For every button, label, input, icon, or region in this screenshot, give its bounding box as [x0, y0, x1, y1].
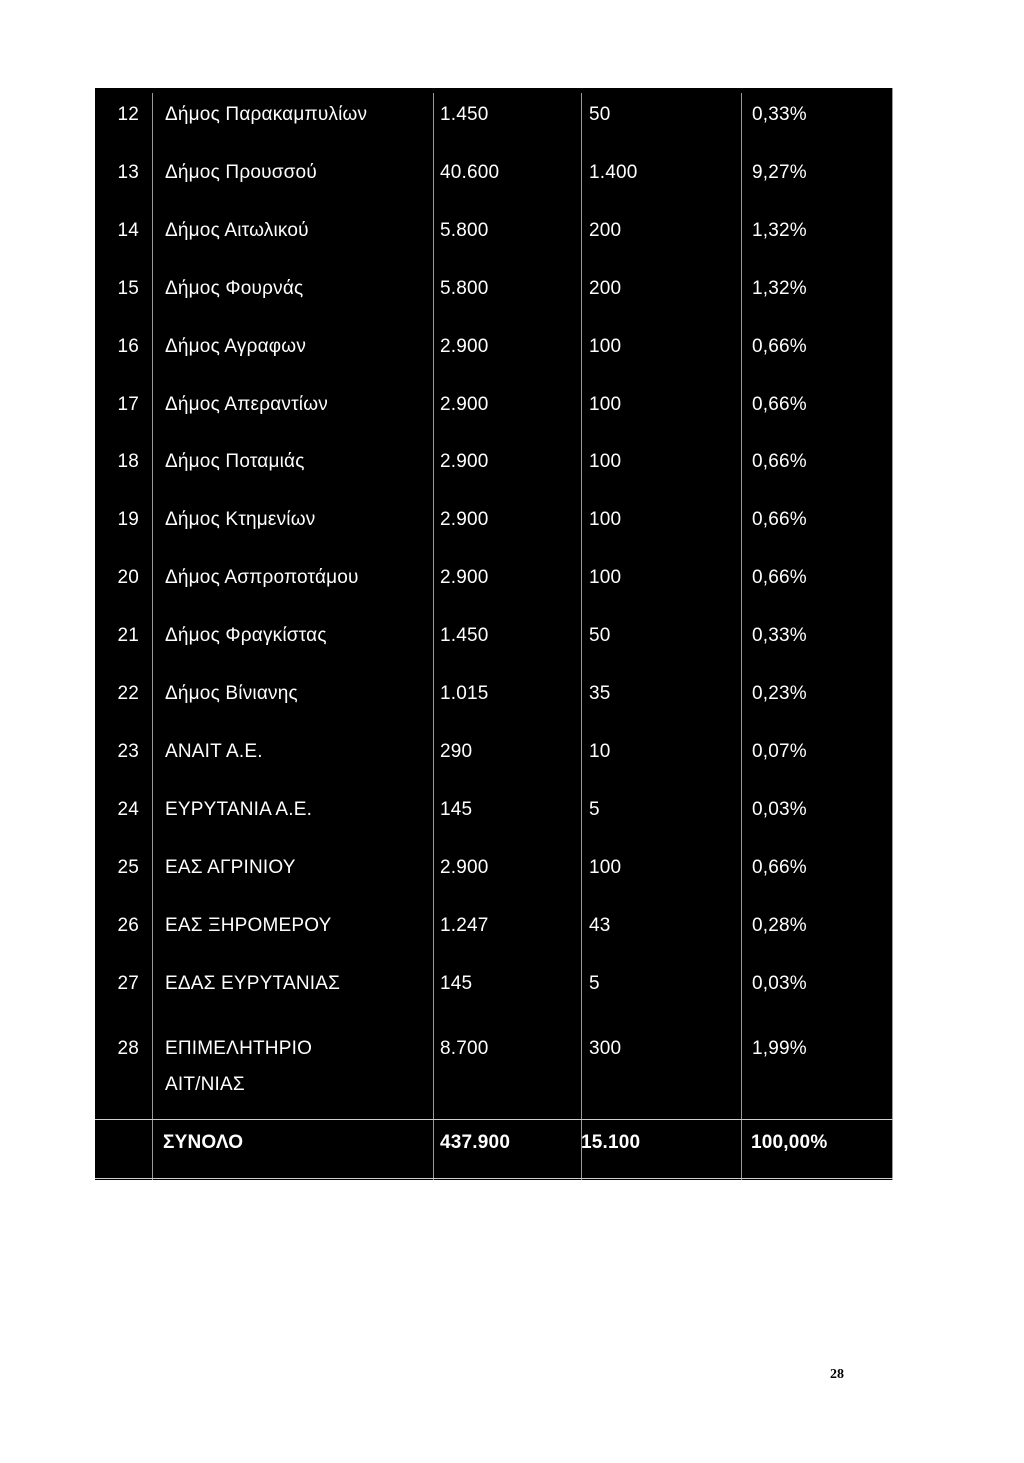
entity-name: Δήμος Ποταμιάς [165, 451, 305, 472]
entity-name: Δήμος Κτημενίων [165, 509, 316, 530]
entity-name: ΕΑΣ ΑΓΡΙΝΙΟΥ [165, 857, 296, 878]
units-value: 35 [589, 683, 611, 704]
units-value: 43 [589, 915, 611, 936]
entity-name: ΕΑΣ ΞΗΡΟΜΕΡΟΥ [165, 915, 332, 936]
units-value: 5 [589, 799, 600, 820]
row-number: 24 [117, 799, 139, 820]
amount-value: 1.015 [440, 683, 489, 704]
row-number: 15 [117, 278, 139, 299]
entity-name: Δήμος Βίνιανης [165, 683, 298, 704]
row-number: 26 [117, 915, 139, 936]
total-label: ΣΥΝΟΛΟ [163, 1132, 244, 1153]
row-number: 23 [117, 741, 139, 762]
units-value: 10 [589, 741, 611, 762]
percent-value: 9,27% [752, 162, 807, 183]
amount-value: 5.800 [440, 278, 489, 299]
units-value: 100 [589, 451, 622, 472]
percent-value: 0,23% [752, 683, 807, 704]
row-number: 21 [117, 625, 139, 646]
row-number: 14 [117, 220, 139, 241]
amount-value: 5.800 [440, 220, 489, 241]
total-amount: 437.900 [440, 1132, 511, 1153]
column-divider [581, 93, 582, 1180]
units-value: 1.400 [589, 162, 638, 183]
units-value: 100 [589, 567, 622, 588]
units-value: 200 [589, 220, 622, 241]
entity-name: ΕΠΙΜΕΛΗΤΗΡΙΟ [165, 1038, 313, 1059]
amount-value: 1.450 [440, 104, 489, 125]
shareholders-table [95, 88, 893, 1180]
percent-value: 0,03% [752, 799, 807, 820]
percent-value: 0,66% [752, 857, 807, 878]
entity-name: Δήμος Προυσσού [165, 162, 317, 183]
column-divider [152, 93, 153, 1180]
percent-value: 0,33% [752, 104, 807, 125]
amount-value: 2.900 [440, 857, 489, 878]
entity-name: Δήμος Ασπροποτάμου [165, 567, 359, 588]
entity-name: Δήμος Απεραντίων [165, 394, 328, 415]
percent-value: 0,66% [752, 567, 807, 588]
units-value: 5 [589, 973, 600, 994]
percent-value: 0,66% [752, 336, 807, 357]
amount-value: 2.900 [440, 394, 489, 415]
row-number: 20 [117, 567, 139, 588]
percent-value: 0,28% [752, 915, 807, 936]
row-number: 18 [117, 451, 139, 472]
entity-name: Δήμος Αιτωλικού [165, 220, 309, 241]
entity-name: ΕΔΑΣ ΕΥΡΥΤΑΝΙΑΣ [165, 973, 341, 994]
column-divider [892, 88, 893, 1180]
units-value: 300 [589, 1038, 622, 1059]
amount-value: 1.450 [440, 625, 489, 646]
entity-name: ΕΥΡΥΤΑΝΙΑ Α.Ε. [165, 799, 313, 820]
row-number: 13 [117, 162, 139, 183]
percent-value: 1,32% [752, 278, 807, 299]
total-percent: 100,00% [751, 1132, 828, 1153]
percent-value: 1,32% [752, 220, 807, 241]
units-value: 100 [589, 336, 622, 357]
units-value: 100 [589, 394, 622, 415]
row-number: 17 [117, 394, 139, 415]
amount-value: 8.700 [440, 1038, 489, 1059]
amount-value: 2.900 [440, 451, 489, 472]
row-number: 22 [117, 683, 139, 704]
percent-value: 0,66% [752, 451, 807, 472]
amount-value: 2.900 [440, 509, 489, 530]
amount-value: 40.600 [440, 162, 500, 183]
row-number: 25 [117, 857, 139, 878]
entity-name-line2: ΑΙΤ/ΝΙΑΣ [165, 1074, 245, 1095]
total-top-rule [95, 1119, 893, 1120]
percent-value: 0,66% [752, 509, 807, 530]
amount-value: 290 [440, 741, 473, 762]
total-units: 15.100 [581, 1132, 641, 1153]
amount-value: 145 [440, 799, 473, 820]
amount-value: 145 [440, 973, 473, 994]
entity-name: Δήμος Φουρνάς [165, 278, 304, 299]
entity-name: Δήμος Φραγκίστας [165, 625, 327, 646]
units-value: 50 [589, 104, 611, 125]
amount-value: 2.900 [440, 567, 489, 588]
percent-value: 0,66% [752, 394, 807, 415]
entity-name: Δήμος Παρακαμπυλίων [165, 104, 368, 125]
percent-value: 0,07% [752, 741, 807, 762]
units-value: 50 [589, 625, 611, 646]
percent-value: 1,99% [752, 1038, 807, 1059]
units-value: 100 [589, 509, 622, 530]
percent-value: 0,33% [752, 625, 807, 646]
row-number: 28 [117, 1038, 139, 1059]
units-value: 100 [589, 857, 622, 878]
page-number: 28 [830, 1367, 844, 1382]
row-number: 19 [117, 509, 139, 530]
amount-value: 1.247 [440, 915, 489, 936]
row-number: 12 [117, 104, 139, 125]
percent-value: 0,03% [752, 973, 807, 994]
row-number: 16 [117, 336, 139, 357]
amount-value: 2.900 [440, 336, 489, 357]
entity-name: Δήμος Αγραφων [165, 336, 307, 357]
entity-name: ΑΝΑΙΤ Α.Ε. [165, 741, 263, 762]
column-divider [433, 93, 434, 1180]
total-bottom-rule [95, 1178, 893, 1179]
column-divider [741, 93, 742, 1180]
units-value: 200 [589, 278, 622, 299]
row-number: 27 [117, 973, 139, 994]
